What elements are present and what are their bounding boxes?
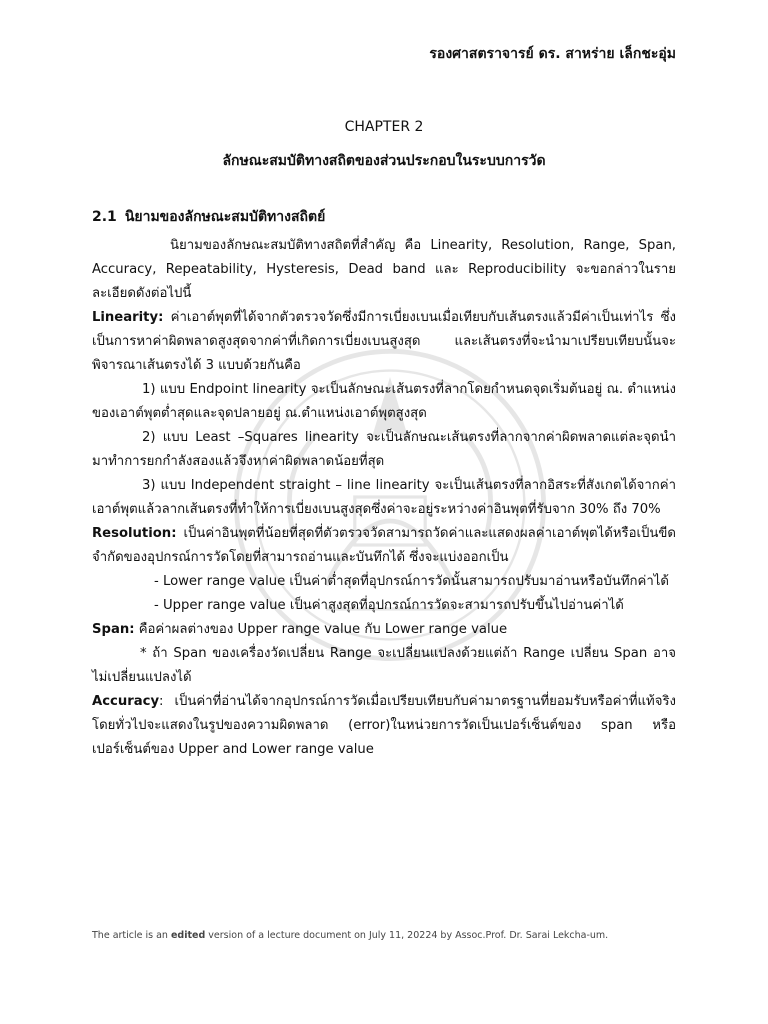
footer-text-pre: The article is an bbox=[92, 930, 171, 941]
chapter-label: CHAPTER 2 bbox=[344, 119, 424, 135]
accuracy-paragraph bbox=[92, 690, 676, 762]
section-number: 2.1 bbox=[92, 209, 117, 225]
accuracy-term: Accuracy bbox=[92, 694, 160, 709]
resolution-paragraph bbox=[92, 522, 676, 570]
linearity-text: ค่าเอาต์พุตที่ได้จากตัวตรวจวัดซึ่งมีการเบี่ยงเบนเมื่อเทียบกับเส้นตรงแล้วมีค่าเป็นเท่าไร ซึ่งเป็นการหาค่าผิดพลาดสูงสุดจากค่าที่เกิดการเบี่ยงเบนสูงสุด และเส้นตรงที่จะนำมาเปรียบเทียบนั้นจะพิจารณาเส้นตรงได้ 3 แบบด้วยกันคือ bbox=[92, 310, 676, 373]
linearity-paragraph bbox=[92, 306, 676, 378]
author-name: รองศาสตราจารย์ ดร. สาหร่าย เล็กชะอุ่ม bbox=[429, 46, 676, 62]
linearity-item-1: 1) แบบ Endpoint linearity จะเป็นลักษณะเส้นตรงที่ลากโดยกำหนดจุดเริ่มต้นอยู่ ณ. ตำแหน่งของเอาต์พุตต่ำสุดและจุดปลายอยู่ ณ.ตำแหน่งเอาต์พุตสูงสุด bbox=[92, 382, 676, 421]
footer-text-post: version of a lecture document on July 11, 20224 by Assoc.Prof. Dr. Sarai Lekcha-um. bbox=[205, 930, 609, 941]
span-text: คือค่าผลต่างของ Upper range value กับ Lower range value bbox=[134, 622, 508, 637]
chapter-title: ลักษณะสมบัติทางสถิตของส่วนประกอบในระบบการวัด bbox=[222, 153, 546, 169]
span-note: * ถ้า Span ของเครื่องวัดเปลี่ยน Range จะเปลี่ยนแปลงด้วยแต่ถ้า Range เปลี่ยน Span อาจไม่เปลี่ยนแปลงได้ bbox=[92, 646, 676, 685]
resolution-text: เป็นค่าอินพุตที่น้อยที่สุดที่ตัวตรวจวัดสามารถวัดค่าและแสดงผลค่าเอาต์พุตได้หรือเป็นขีดจำกัดของอุปกรณ์การวัดโดยที่สามารถอ่านและบันทึกได้ ซึ่งจะแบ่งออกเป็น bbox=[92, 526, 676, 565]
span-term: Span: bbox=[92, 622, 135, 637]
upper-range-item: - Upper range value เป็นค่าสูงสุดที่อุปกรณ์การวัดจะสามารถปรับขึ้นไปอ่านค่าได้ bbox=[154, 598, 624, 613]
span-paragraph bbox=[92, 618, 676, 642]
footer-text-bold: edited bbox=[170, 930, 206, 941]
linearity-term: Linearity: bbox=[92, 310, 164, 325]
section-title: นิยามของลักษณะสมบัติทางสถิตย์ bbox=[124, 209, 326, 225]
intro-paragraph: นิยามของลักษณะสมบัติทางสถิตที่สำคัญ คือ Linearity, Resolution, Range, Span, Accuracy, Repeatability, Hysteresis, Dead band และ Reproducibility จะขอกล่าวในรายละเอียดดังต่อไปนี้ bbox=[92, 238, 676, 301]
lower-range-item: - Lower range value เป็นค่าต่ำสุดที่อุปกรณ์การวัดนั้นสามารถปรับมาอ่านหรือบันทึกค่าได้ bbox=[154, 574, 669, 589]
accuracy-text: : เป็นค่าที่อ่านได้จากอุปกรณ์การวัดเมื่อเปรียบเทียบกับค่ามาตรฐานที่ยอมรับหรือค่าที่แท้จริง โดยทั่วไปจะแสดงในรูปของความผิดพลาด (error)ในหน่วยการวัดเป็นเปอร์เซ็นต์ของ span หรือ เปอร์เซ็นต์ของ Upper and Lower range value bbox=[92, 694, 676, 757]
section-heading bbox=[92, 206, 325, 228]
linearity-item-3: 3) แบบ Independent straight – line linearity จะเป็นเส้นตรงที่ลากอิสระที่สังเกตได้จากค่าเอาต์พุตแล้วลากเส้นตรงที่ทำให้การเบี่ยงเบนสูงสุดซึ่งค่าจะอยู่ระหว่างค่าอินพุตที่รับจาก 30% ถึง 70% bbox=[92, 478, 676, 517]
linearity-item-2: 2) แบบ Least –Squares linearity จะเป็นลักษณะเส้นตรงที่ลากจากค่าผิดพลาดแต่ละจุดนำมาทำการยกกำลังสองแล้วจึงหาค่าผิดพลาดน้อยที่สุด bbox=[92, 430, 676, 469]
document-body bbox=[92, 234, 676, 762]
resolution-term: Resolution: bbox=[92, 526, 177, 541]
page-footer bbox=[92, 930, 608, 941]
